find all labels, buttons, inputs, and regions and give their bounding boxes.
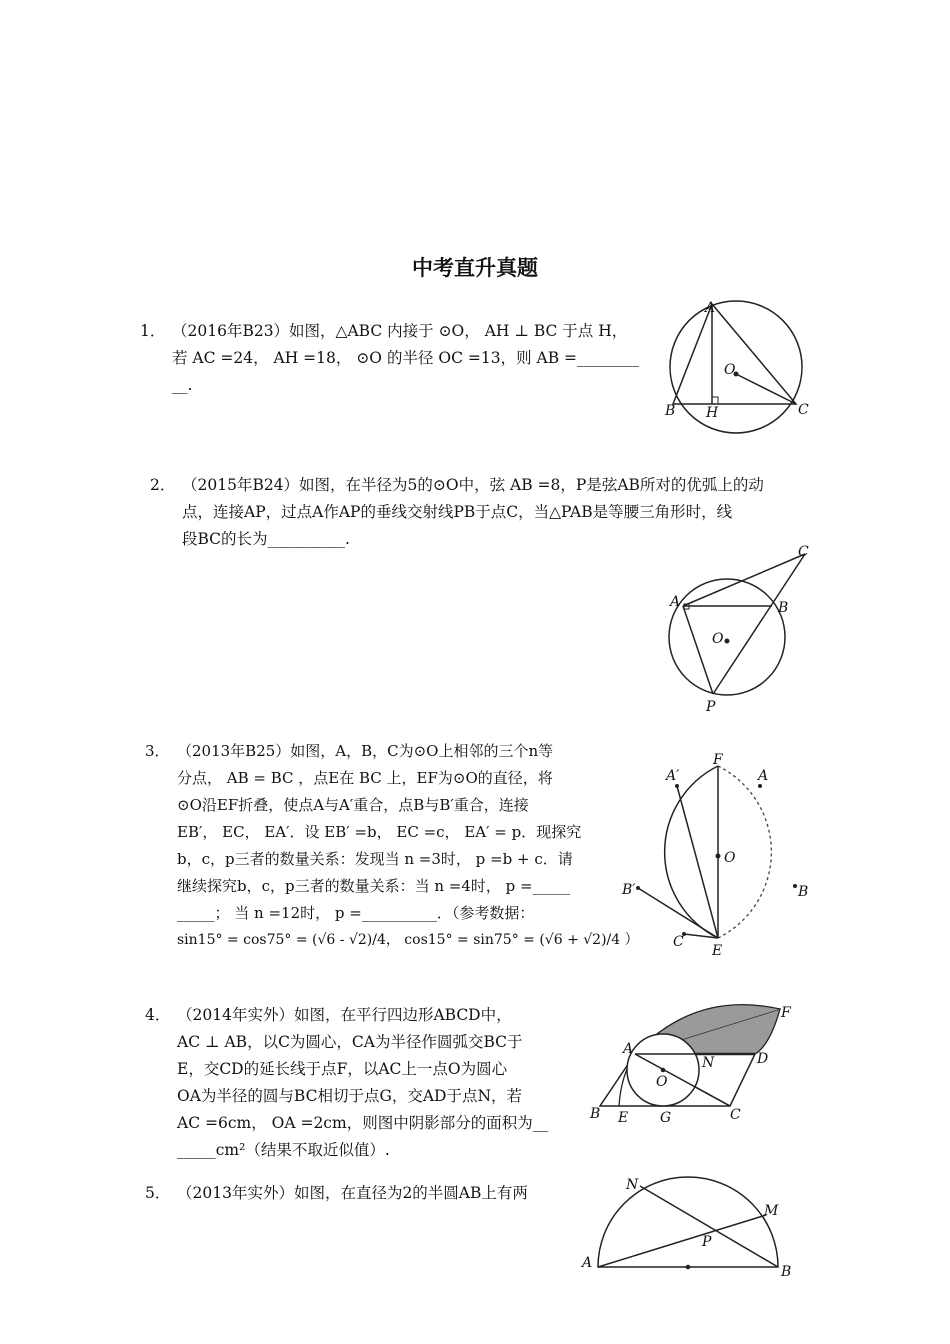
- label-b: B: [665, 403, 676, 419]
- label-c: C: [798, 402, 809, 418]
- question-number: 4．: [145, 1006, 171, 1024]
- question-4: [145, 1002, 587, 1164]
- label-o: O: [724, 362, 736, 378]
- question-text-line: （2014年实外）如图，在平行四边形ABCD中，: [177, 1006, 512, 1024]
- label-f: F: [713, 752, 723, 768]
- label-o: O: [656, 1074, 668, 1090]
- question-text-line: _____cm²（结果不取近似值）.: [177, 1141, 390, 1159]
- label-o: O: [724, 850, 736, 866]
- figure-q1: [660, 298, 820, 448]
- label-p: P: [702, 1234, 712, 1250]
- label-n: N: [702, 1055, 715, 1071]
- label-a: A: [670, 594, 681, 610]
- label-a: A: [705, 300, 716, 316]
- label-b: B: [590, 1106, 601, 1122]
- question-text-line: （2013年B25）如图，A，B，C为⊙O上相邻的三个n等: [177, 742, 554, 760]
- question-number: 2．: [150, 476, 176, 494]
- question-text-line: （2015年B24）如图，在半径为5的⊙O中，弦 AB =8，P是弦AB所对的优弧上的动: [182, 476, 764, 494]
- question-text-line: E，交CD的延长线于点F，以AC上一点O为圆心: [177, 1060, 508, 1078]
- question-3: [145, 738, 639, 954]
- question-text-line: （2016年B23）如图，△ABC 内接于 ⊙O， AH ⊥ BC 于点 H，: [172, 322, 628, 340]
- question-5: [145, 1180, 587, 1207]
- question-text-line: （2013年实外）如图，在直径为2的半圆AB上有两: [177, 1184, 528, 1202]
- question-number: 1．: [140, 322, 166, 340]
- label-e: E: [712, 943, 723, 959]
- label-f: F: [781, 1005, 791, 1021]
- figure-q5: [578, 1172, 803, 1282]
- label-a: A: [758, 768, 769, 784]
- figure-q2: [660, 540, 820, 715]
- label-o: O: [712, 631, 724, 647]
- label-a: A: [623, 1041, 634, 1057]
- label-m: M: [764, 1203, 779, 1219]
- figure-q3: [620, 752, 820, 966]
- question-number: 5．: [145, 1184, 171, 1202]
- question-text-line: __.: [172, 376, 193, 394]
- question-1: [140, 318, 652, 399]
- question-text-line: 分点， AB = BC ，点E在 BC 上，EF为⊙O的直径，将: [177, 769, 553, 787]
- label-b: B: [778, 600, 789, 616]
- label-d: D: [757, 1051, 769, 1067]
- label-a: A: [582, 1255, 593, 1271]
- label-b: B: [798, 884, 809, 900]
- question-text-line: 若 AC =24， AH =18， ⊙O 的半径 OC =13，则 AB =________: [172, 349, 639, 367]
- page-title: 中考直升真题: [412, 256, 538, 280]
- label-p: P: [706, 699, 716, 715]
- label-c: C: [798, 544, 809, 560]
- question-text-line: sin15° = cos75° = (√6 - √2)/4， cos15° = sin75° = (√6 + √2)/4 ）: [177, 932, 639, 948]
- label-b-prime: B′: [622, 882, 636, 898]
- question-text-line: b，c，p三者的数量关系：发现当 n =3时， p =b + c．请: [177, 850, 573, 868]
- question-text-line: AC ⊥ AB，以C为圆心，CA为半径作圆弧交BC于: [177, 1033, 523, 1051]
- question-text-line: AC =6cm， OA =2cm，则图中阴影部分的面积为__: [177, 1114, 549, 1132]
- question-text-line: _____； 当 n =12时， p =__________．（参考数据：: [177, 904, 535, 922]
- question-text-line: OA为半径的圆与BC相切于点G，交AD于点N，若: [177, 1087, 523, 1105]
- question-number: 3．: [145, 742, 170, 760]
- label-g: G: [660, 1110, 672, 1126]
- figure-q4: [585, 1000, 795, 1130]
- label-h: H: [706, 405, 719, 421]
- label-c: C: [730, 1107, 741, 1123]
- question-text-line: 继续探究b，c，p三者的数量关系：当 n =4时， p =_____: [177, 877, 571, 895]
- question-text-line: ⊙O沿EF折叠，使点A与A′重合，点B与B′重合，连接: [177, 796, 529, 814]
- question-text-line: 段BC的长为__________.: [182, 530, 350, 548]
- label-a-prime: A′: [666, 768, 680, 784]
- question-text-line: EB′， EC， EA′．设 EB′ =b， EC =c， EA′ = p．现探究: [177, 823, 582, 841]
- label-n: N: [626, 1177, 639, 1193]
- label-c: C: [673, 934, 684, 950]
- label-e: E: [618, 1110, 629, 1126]
- question-text-line: 点，连接AP，过点A作AP的垂线交射线PB于点C，当△PAB是等腰三角形时，线: [182, 503, 733, 521]
- label-b: B: [781, 1264, 792, 1280]
